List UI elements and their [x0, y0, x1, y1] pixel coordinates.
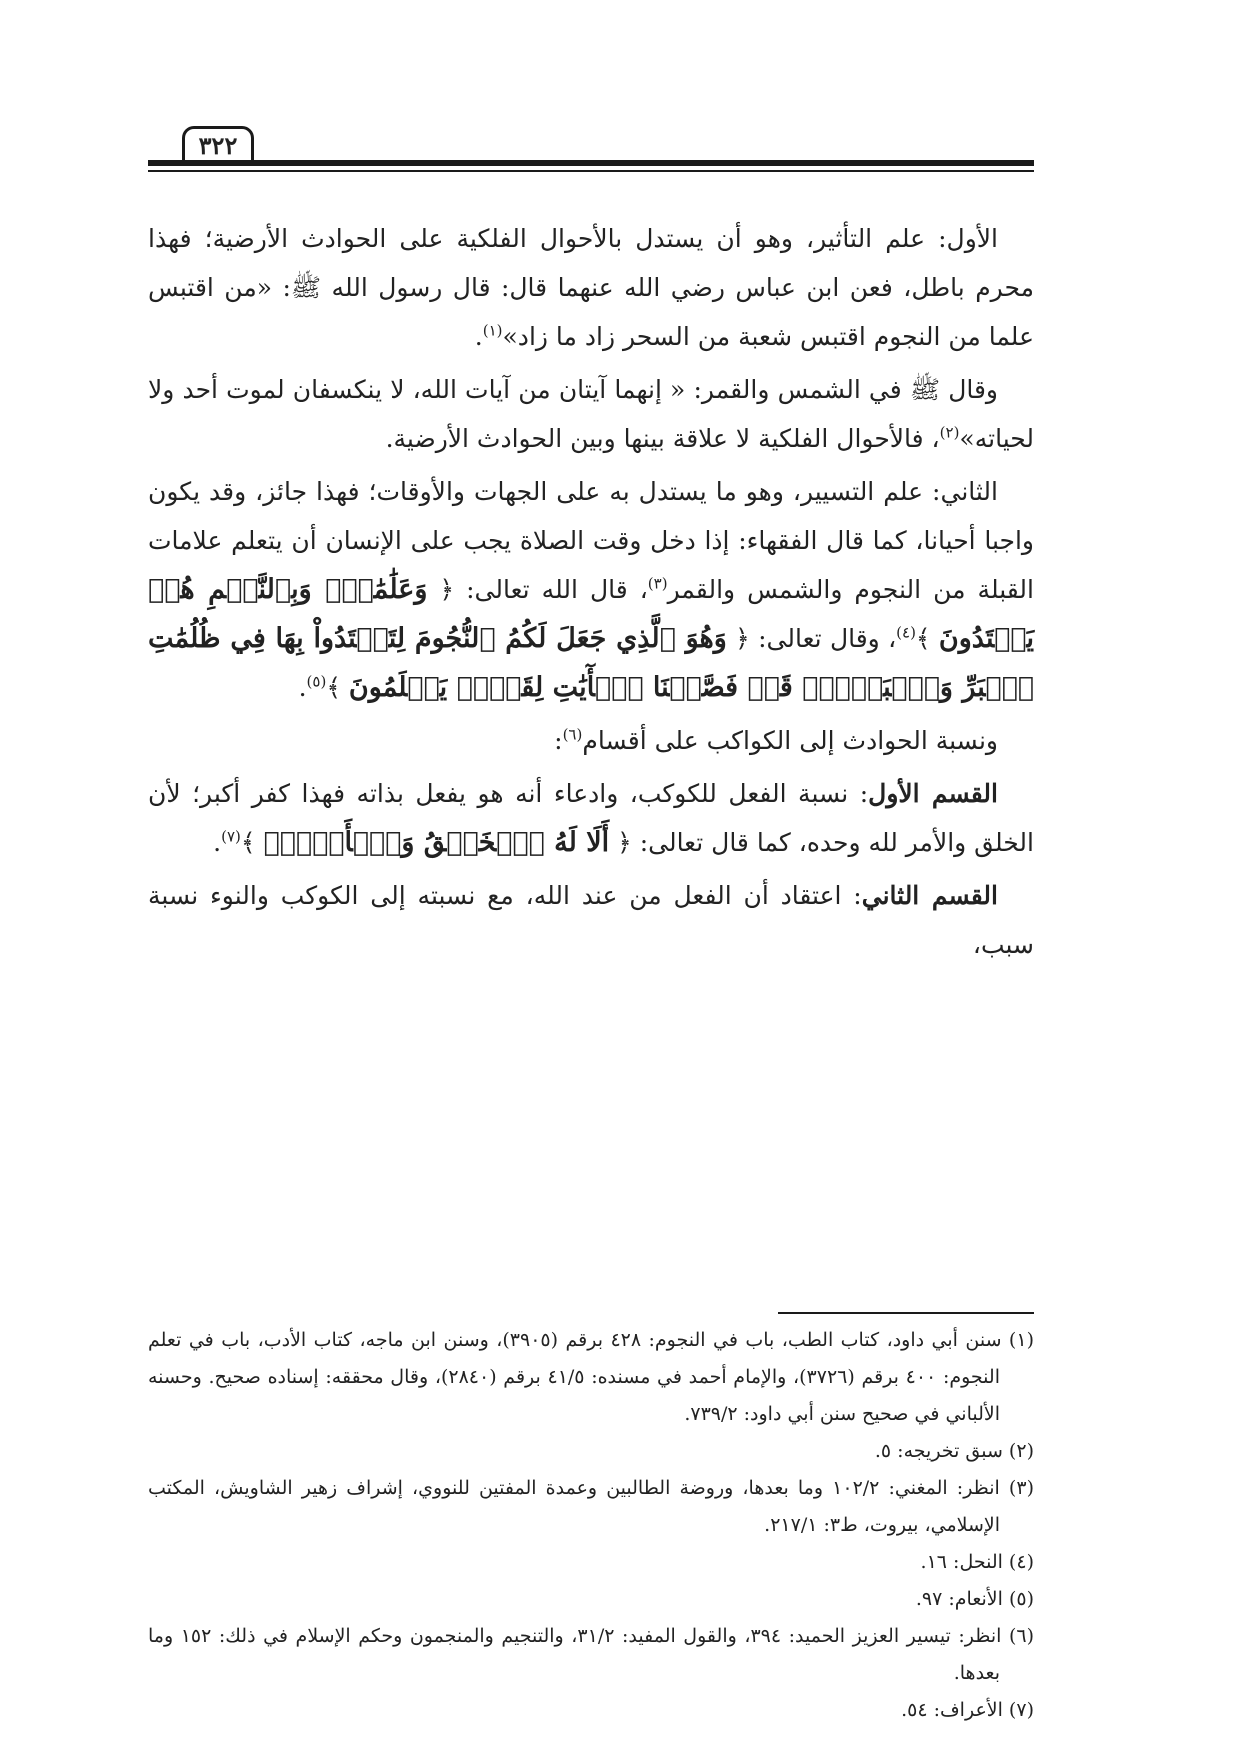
section-label-2: القسم الثاني [861, 881, 998, 910]
text: : اعتقاد أن الفعل من عند الله، مع نسبته إلى الكوكب والنوء نسبة سبب، [148, 881, 1034, 959]
footnote-1: (١) سنن أبي داود، كتاب الطب، باب في النجوم: ٤٢٨ برقم (٣٩٠٥)، وسنن ابن ماجه، كتاب الأدب، باب في تعلم النجوم: ٤٠٠ برقم (٣٧٢٦)، والإمام أحمد في مسنده: ٤١/٥ برقم (٢٨٤٠)، وقال محققه: إسناده صحيح. وحسنه الألباني في صحيح سنن أبي داود: ٧٣٩/٢. [148, 1329, 1034, 1425]
footnote-5: (٥) الأنعام: ٩٧. [915, 1588, 1034, 1610]
footnote-2: (٢) سبق تخريجه: ٥. [874, 1440, 1034, 1462]
header-rule [148, 160, 1034, 166]
page-number: ٣٢٢ [182, 126, 254, 163]
text: : [554, 726, 563, 755]
footnote-ref-4[interactable]: (٤) [896, 623, 916, 642]
text: : نسبة الفعل للكوكب، وادعاء أنه هو يفعل بذاته فهذا كفر أكبر؛ لأن الخلق والأمر لله وحده، كما قال تعالى: ﴿ [148, 779, 1034, 857]
footnotes [148, 1322, 1034, 1729]
quran-verse-3: أَلَا لَهُ ٱلۡخَلۡقُ وَٱلۡأَمۡرُۗ [263, 827, 610, 858]
footnote-ref-1[interactable]: (١) [482, 321, 503, 340]
footnote-6: (٦) انظر: تيسير العزيز الحميد: ٣٩٤، والقول المفيد: ٣١/٢، والتنجيم والمنجمون وحكم الإسلام في ذلك: ١٥٢ وما بعدها. [148, 1625, 1035, 1684]
footnote-ref-5[interactable]: (٥) [306, 672, 327, 691]
footnote-4: (٤) النحل: ١٦. [920, 1551, 1034, 1573]
text: وقال ﷺ في الشمس والقمر: « إنهما آيتان من آيات الله، لا ينكسفان لموت أحد ولا لحياته» [148, 375, 1034, 453]
quran-verse-2: وَهُوَ ٱلَّذِي جَعَلَ لَكُمُ ٱلنُّجُومَ لِتَهۡتَدُواْ بِهَا فِي ظُلُمَٰتِ ٱلۡبَرِّ وَٱلۡبَحۡرِۗ قَدۡ فَصَّلۡنَا ٱلۡأٓيَٰتِ لِقَوۡمٖ يَعۡلَمُونَ [148, 623, 1034, 703]
footnote-ref-6[interactable]: (٦) [562, 725, 583, 744]
quran-verse-1: وَعَلَٰمَٰتٍۚ وَبِٱلنَّجۡمِ هُمۡ يَهۡتَدُونَ [148, 574, 1035, 654]
text: ونسبة الحوادث إلى الكواكب على أقسام [582, 726, 998, 755]
paragraph-5 [148, 769, 1034, 867]
text: . [213, 828, 222, 857]
footnote-ref-7[interactable]: (٧) [221, 827, 241, 846]
text: . [298, 673, 307, 702]
paragraph-3 [148, 467, 1034, 712]
paragraph-4 [148, 716, 1034, 765]
footnote-separator [778, 1312, 1034, 1314]
text: الأول: علم التأثير، وهو أن يستدل بالأحوال الفلكية على الحوادث الأرضية؛ فهذا محرم باطل، فعن ابن عباس رضي الله عنهما قال: قال رسول الله ﷺ: «من اقتبس علما من النجوم اقتبس شعبة من السحر زاد ما زاد» [148, 224, 1034, 351]
section-label-1: القسم الأول [868, 779, 998, 808]
footnote-3: (٣) انظر: المغني: ١٠٢/٢ وما بعدها، وروضة الطالبين وعمدة المفتين للنووي، إشراف زهير الشاويش، المكتب الإسلامي، بيروت، ط٣: ٢١٧/١. [148, 1477, 1034, 1536]
footnote-ref-2[interactable]: (٢) [939, 423, 960, 442]
text: ﴾ [326, 673, 341, 702]
footnote-ref-3[interactable]: (٣) [647, 574, 668, 593]
paragraph-6 [148, 871, 1034, 969]
text: ﴾ [240, 828, 256, 857]
text: ، وقال تعالى: ﴿ [735, 624, 897, 653]
footnote-7: (٧) الأعراف: ٥٤. [901, 1699, 1034, 1721]
header-rule-thin [148, 170, 1034, 172]
paragraph-1 [148, 214, 1034, 361]
text: ، فالأحوال الفلكية لا علاقة بينها وبين الحوادث الأرضية. [385, 424, 940, 453]
text: ، قال الله تعالى: ﴿ [439, 575, 648, 604]
text: . [474, 322, 483, 351]
paragraph-2 [148, 365, 1034, 463]
main-text [148, 214, 1034, 973]
text: ﴾ [915, 624, 931, 653]
text: الثاني: علم التسيير، وهو ما يستدل به على الجهات والأوقات؛ فهذا جائز، وقد يكون واجبا أحيانا، كما قال الفقهاء: إذا دخل وقت الصلاة يجب على الإنسان أن يتعلم علامات القبلة من النجوم والشمس والقمر [148, 477, 1034, 604]
